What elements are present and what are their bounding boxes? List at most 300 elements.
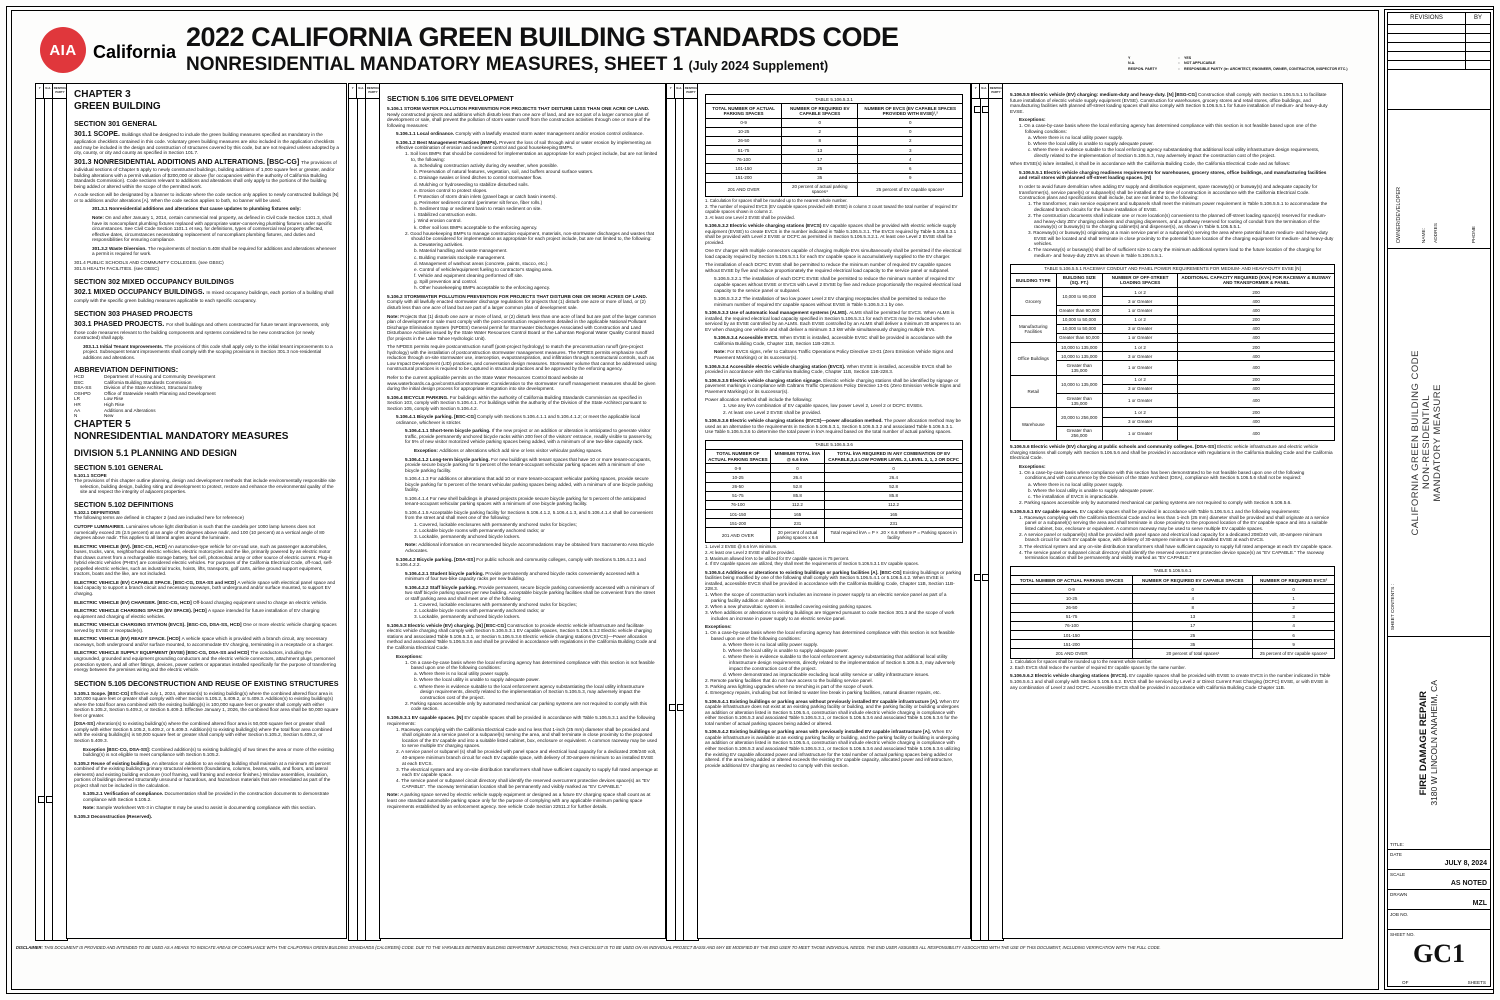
compliance-checkbox[interactable]: [38, 796, 45, 803]
abbreviation-definition: HCD Department of Housing and Community Development: [74, 374, 216, 380]
abbreviation-key: BSC: [74, 379, 84, 385]
code-paragraph: Note: For EVCS signs, refer to Caltrans Traffic Operations Policy Directive 13-01 (Zero Emission Vehicle Signs and Pavement Markings) or its successor(s).: [714, 349, 954, 361]
section-heading: SECTION 5.106 SITE DEVELOPMENT: [387, 94, 514, 103]
code-paragraph: 5.106.5.3.2.2 The installation of two low power Level 2 EV charging receptacles shall be permitted to reduce the minimum number of required EV capable spaces without EVSE in Table 5.106.5.3.1 by one.: [714, 296, 946, 307]
table-cell: 400: [1178, 426, 1335, 440]
code-paragraph: CUTOFF LUMINAIRES. Luminaires whose light distribution is such that the candela per 1000 lamp lumens does not numerically exceed 25 (2.5 percent) at an angle of 90 degrees above nadir, and 100 (10 percent) at a vertical angle of 80 degrees above nadir. This applies to all lateral angles around the luminaire.: [74, 524, 325, 541]
code-paragraph: Power allocation method shall include the following:: [705, 397, 813, 403]
table-header-cell: NUMBER OF EVCS (EV CAPABLE SPACES PROVIDED WITH EVSE)¹,²: [858, 104, 963, 118]
code-paragraph: 5.106.5.6 Electric vehicle (EV) charging at public schools and community colleges. [DSA-SS] Electric vehicle infrastructure and electric vehicle charging stations shall comply with Section 5.106.5.6 and shall be provided in accordance with regulations in the California Building Code and the California Electrical Code.: [1010, 444, 1333, 461]
title-label: TITLE:: [1390, 842, 1404, 847]
list-item: a. Where there is no local utility power supply.: [1028, 135, 1124, 141]
code-paragraph: 5.106.4.1.4 For new shell buildings in phased projects provide secure bicycle parking for 5 percent of the anticipated tenant-occupant vehicular parking spaces with a minimum of one bicycle parking facility.: [405, 495, 646, 507]
list-item: b. Preservation of natural features, vegetation, soil, and buffers around surface waters.: [414, 169, 594, 175]
table-cell: 51-75: [706, 491, 771, 500]
sheet-contents-line: NON-RESIDENTIAL: [1421, 395, 1432, 490]
table-cell: Manufacturing Facilities: [1011, 315, 1057, 343]
list-item: 4. Emergency repairs, including but not limited to water line break in parking facilities, natural disaster repairs, etc.: [705, 690, 941, 696]
section-number-lead: ELECTRIC VEHICLE (EV) CAPABLE SPACE. [BSC-CG, DSA-SS and HCD]: [74, 579, 238, 585]
revision-row: [1388, 25, 1490, 34]
content-column-2: [379, 83, 666, 939]
table-cell: 9: [1253, 640, 1335, 649]
list-item: The provisions of this chapter outline planning, design and development methods that include environmentally responsible site selection, building design, building siting and development to protect, restore and enhance the environmental quality of the site and respect the integrity of adjacent properties.: [74, 478, 336, 495]
date-value: JULY 8, 2024: [1444, 860, 1487, 867]
table-header-cell: BUILDING TYPE: [1011, 273, 1057, 287]
legend-row: RESPON. PARTY : RESPONSIBLE PARTY (ie: ARCHITECT, ENGINEER, OWNER, CONTRACTOR, INSPECTOR ETC.): [1128, 66, 1348, 71]
list-item: 3. The electrical system and any on-site distribution transformers shall have sufficient capacity to supply full rated amperage at each EV capable space.: [1019, 543, 1333, 549]
compliance-checkbox[interactable]: [46, 796, 53, 803]
list-item: 2. The construction documents shall indicate one or more location(s) convenient to the planned off-street loading space(s) reserved for medium- and heavy-duty ZEV charging cabinets and charging dispensers, and a pathway reserved for routing of conduit from the termination of the raceway(s) or busway(s) to the charging cabinet(s) and dispenser(s), as shown in Table 5.106.5.5.1.: [1028, 212, 1327, 230]
list-item: b. Where the local utility is unable to supply adequate power.: [414, 677, 540, 683]
table-cell: 0: [858, 118, 963, 127]
table-cell: 400: [1178, 361, 1335, 375]
table-cell: Greater than 50,000: [1056, 333, 1102, 342]
table-footnote: 4. If EV capable spaces are utilized, they shall meet the requirements of Section 5.106.5.3.1 EV capable spaces.: [705, 561, 920, 567]
section-number-lead: 5.106.5.3.4 Accessible electric vehicle charging station (EVCS).: [705, 363, 847, 369]
table-cell: 76-100: [706, 155, 782, 164]
table-header-cell: ADDITIONAL CAPACITY REQUIRED (KVA) FOR RACEWAY & BUSWAY AND TRANSFORMER & PANEL: [1178, 273, 1335, 287]
strip-header-label: Y: [667, 84, 675, 98]
table-cell: 400: [1178, 352, 1335, 361]
abbreviation-key: AA: [74, 407, 81, 413]
table-cell: 151-200: [706, 173, 782, 182]
code-paragraph: 5.106.4.1.2 Long-term bicycle parking. For new buildings with tenant spaces that have 10 or more tenant-occupants, provide secure bicycle parking for 5 percent of the tenant-occupant vehicular parking spaces with a minimum of one bicycle parking facility.: [405, 456, 651, 473]
list-item: 3. The electrical system and any on-site distribution transformers shall have sufficient capacity to supply full rated amperage at each EV capable space.: [396, 766, 658, 778]
code-paragraph: Note: A parking space served by electric vehicle supply equipment or designed as a future EV charging space shall count as at least one standard automobile parking space only for the purpose of complying with any applicable minimum parking space requirements established by an enforcement agency. See vehicle Code Section 22511.2 for further details.: [387, 792, 651, 809]
code-paragraph: 5.106.1.1 Local ordinance. Comply with a lawfully enacted storm water management and/or erosion control ordinance.: [396, 131, 644, 137]
section-number-lead: Note:: [387, 313, 401, 319]
list-item: 1. When the scope of construction work includes an increase in power supply to an electric service panel as part of a parking facility addition or alteration.: [705, 592, 947, 603]
drawn-label: DRAWN: [1390, 891, 1408, 897]
owner-developer-label: OWNER/DEVELOPER: [1396, 186, 1402, 243]
list-item: 2. A service panel or subpanel (s) shall be provided with panel space and electrical load capacity for a dedicated 208/240 volt, 40-ampere minimum branch circuit for each EV capable space, with delivery of 30-ampere minimum to an installed EVSE at each EVCS.: [396, 749, 657, 766]
table-cell: 25: [1133, 631, 1253, 640]
table-cell: 0: [1133, 585, 1253, 594]
code-table: [1010, 264, 1335, 442]
section-number-lead: 5.106.5.3.3 Use of automatic load management systems (ALMS).: [705, 310, 850, 316]
by-label: BY: [1473, 15, 1482, 21]
table-cell: 400: [1178, 417, 1335, 426]
abbreviation-key: HCD: [74, 374, 85, 380]
table-cell: Greater than 90,000: [1056, 306, 1102, 315]
compliance-strip: [35, 83, 68, 941]
code-paragraph: 5.106.5.3.2.1 The installation of each DCFC EVSE shall be permitted to reduce the minimum number of required EV capable spaces without EVSE or EVCS with Level 2 EVSE by five and reduce proportionally the required electrical load capacity to the service panel or subpanel.: [714, 276, 962, 293]
table-cell: 400: [1178, 384, 1335, 393]
code-paragraph: 5.106.5.3 Electric vehicle (EV) charging. [N] [BSC-CG] Construction to provide electric vehicle infrastructure and facilitate electric vehicle charging shall comply with Section 5.106.5.3.1 EV capable spaces, Section 5.106.5.3.2 Electric vehicle charging stations and associated Table 5.106.5.3.1, or Section 5.106.5.3.6 Electric vehicle charging stations (EVCS)—Power allocation method and associated Table 5.106.5.3.6 and shall be provided in accordance with regulations in the California Building Code and the California Electrical Code.: [387, 622, 657, 650]
code-paragraph: Note: On and after January 1, 2014, certain commercial real property, as defined in Civil Code Section 1101.3, shall have its noncompliant plumbing fixtures replaced with appropriate water-conserving plumbing fixtures under specific circumstances. See Civil Code Section 1101.1 et seq. for definitions, types of commercial real property affected, effective dates, circumstances necessitating replacement of noncompliant plumbing fixtures, and duties and responsibilities for ensuring compliance.: [92, 214, 332, 243]
table-cell: 400: [1178, 394, 1335, 408]
legend-row: N.A. : NOT APPLICABLE: [1128, 61, 1216, 66]
section-number-lead: 301.3.1 Nonresidential additions and alterations that cause updates to plumbing fixtures only:: [92, 206, 301, 212]
sheet-number-block: [1388, 930, 1490, 986]
code-paragraph: 5.106.5.4.1 Existing buildings or parking areas without previously installed EV capable infrastructure [A]. When EV capable infrastructure does not exist at an existing parking facility or building, and the parking facility or building undergoes an addition or alteration listed in Section 5.106.5.4, construction shall include electric vehicle charging in compliance with either Section 5.106.5.3 and associated Table 5.106.5.3.1, or Section 5.106.5.3.6 and associated Table 5.106.5.3.6 for the total number of actual parking spaces being added or altered.: [705, 698, 960, 726]
strip-header-label: RESPON. PARTY: [366, 86, 380, 94]
code-paragraph: 302.1 MIXED OCCUPANCY BUILDINGS. In mixed occupancy buildings, each portion of a building shall comply with the specific green building measures applicable to each specific occupancy.: [74, 289, 334, 303]
list-item: a. Scheduling construction activity during dry weather, when possible.: [414, 163, 559, 169]
section-heading: SECTION 302 MIXED OCCUPANCY BUILDINGS: [74, 277, 234, 287]
list-item: 2. When a new photovoltaic system is installed covering existing parking spaces.: [705, 604, 873, 610]
code-paragraph: 5.106.4.2.2 Staff bicycle parking. Provide permanent, secure bicycle parking conveniently accessed with a minimum of two staff bicycle parking spaces per new building. Acceptable bicycle parking facilities shall be convenient from the street or staff parking area and shall meet one of the following:: [405, 584, 656, 601]
table-cell: 2: [858, 136, 963, 145]
table-cell: 3 or Greater: [1102, 352, 1177, 361]
address-label: ADDRES: [1434, 223, 1439, 243]
table-cell: 10-25: [1011, 594, 1133, 603]
compliance-checkbox[interactable]: [974, 574, 981, 581]
section-number-lead: Exceptions:: [1019, 117, 1046, 123]
list-item: d. Management of washout areas (concrete, paints, stucco, etc.): [414, 260, 548, 266]
section-number-lead: 5.106.5.6.2 Electric vehicle charging stations (EVCS).: [1010, 673, 1130, 679]
list-item: 1. On a case-by-case basis where the local enforcing agency has determined compliance with this section is not feasible based upon one of the following conditions:: [1019, 123, 1317, 134]
code-paragraph: Note: Sample Worksheet WS-3 in Chapter 8 may be used to assist in documenting compliance with this section.: [83, 805, 317, 811]
table-cell: 165: [825, 510, 963, 519]
list-item: 1. Covered, lockable enclosures with permanently anchored racks for bicycles;: [414, 521, 577, 527]
code-paragraph: The installation of each DCFC EVSE shall be permitted to reduce the minimum number of required EV capable spaces without EVSE by five and reduce proportionately the required electrical load capacity to the service panel or subpanel.: [705, 262, 951, 273]
list-item: 301.5 HEALTH FACILITIES. (see GBSC): [74, 265, 160, 271]
abbreviation-definition: AA Additions and Alterations: [74, 407, 156, 413]
chapter-heading: GREEN BUILDING: [74, 101, 161, 112]
section-number-lead: 5.106.5.3.4 Accessible EVCS.: [714, 335, 780, 341]
table-cell: Warehouse: [1011, 408, 1057, 441]
table-header-cell: TOTAL NUMBER OF ACTUAL PARKING SPACES: [706, 104, 782, 118]
table-cell: 3 or Greater: [1102, 417, 1177, 426]
table-cell: 200: [1178, 343, 1335, 352]
table-cell: 0: [1253, 585, 1335, 594]
section-number-lead: 5.106.4.1 Bicycle parking. [BSC-CG]: [396, 414, 478, 420]
table-title: TABLE 5.106.5.3.1: [706, 95, 963, 104]
sheet-title: 2022 CALIFORNIA GREEN BUILDING STANDARDS CODE: [186, 22, 899, 52]
section-number-lead: Note:: [83, 805, 97, 811]
section-number-lead: 5.106.4 BICYCLE PARKING.: [387, 394, 450, 400]
code-paragraph: [705, 624, 963, 630]
table-header-cell: TOTAL NUMBER OF ACTUAL PARKING SPACES: [1011, 576, 1133, 585]
section-number-lead: 5.106.4.2.2 Staff bicycle parking.: [405, 584, 479, 590]
table-cell: 10-25: [706, 473, 771, 482]
section-number-lead: 303.1.1 Initial Tenant Improvements.: [83, 343, 165, 349]
list-item: g. Spill prevention and control.: [414, 279, 478, 285]
section-number-lead: Exception [BSC-CG, DSA-SS]:: [83, 746, 152, 752]
subsection-heading: 5.102.1 DEFINITIONS: [74, 509, 120, 515]
code-paragraph: 5.106.5.6.2 Electric vehicle charging stations (EVCS). EV capable spaces shall be provided with EVSE to create EVCS in the number indicated in Table 5.106.5.6.1 and shall comply with Section 5.106.5.6.2. EVCS shall be serviced by Level 2 or Direct Current Fast Charging (DCFC) EVSE, or with EVSE in any combination of Level 2 and DCFC. Accessible EVCS shall be provided in accordance with California Building Code Chapter 11B.: [1010, 673, 1331, 690]
table-cell: 2: [1253, 603, 1335, 612]
list-item: 3. When additions or alterations to existing buildings are triggered pursuant to code Section 301.3 and the scope of work includes an increase in power supply to an electric service panel.: [705, 610, 955, 621]
table-cell: 13: [1133, 612, 1253, 621]
code-paragraph: [1019, 464, 1335, 470]
revision-row: [1388, 34, 1490, 43]
sheet-contents-line: MANDATORY MEASURE: [1432, 383, 1443, 502]
section-number-lead: 5.106.4.2.1 Student bicycle parking.: [405, 570, 486, 576]
table-cell: 1 or 2: [1102, 288, 1177, 297]
table-cell: 26-50: [1011, 603, 1133, 612]
table-cell: Grocery: [1011, 288, 1057, 316]
list-item: 3. Raceway(s) or busway(s) originating at a main service panel or a subpanel(s) serving the area where potential future medium- and heavy-duty EVSE will be located and shall terminate in close proximity to the potential future location of the charging equipment for medium- and heavy-duty vehicles.: [1028, 230, 1334, 247]
scale-row: [1388, 870, 1490, 890]
table-cell: 20 percent of total spaces¹: [1133, 649, 1253, 658]
list-item: 1. Use any kVA combination of EV capable spaces, low power Level 2, Level 2 or DCFC EVSEs.: [723, 403, 924, 409]
compliance-strip: [348, 83, 381, 941]
section-number-lead: ELECTRIC VEHICLE CHARGING SPACE (EV SPACE). [HCD]: [74, 608, 208, 614]
job-row: [1388, 910, 1490, 930]
table-cell: 0: [858, 127, 963, 136]
table-title: TABLE 5.106.5.3.6: [706, 440, 963, 449]
list-item: 3. Parking area lighting upgrades where no trenching is part of the scope of work.: [705, 683, 874, 689]
table-cell: 1 or 2: [1102, 408, 1177, 417]
code-paragraph: A code section will be designated by a banner to indicate where the code section only applies to newly constructed buildings [N] or to additions and/or alterations [A]. When the code section applies to both, no banner will be used.: [74, 192, 339, 203]
table-cell: 400: [1178, 297, 1335, 306]
code-paragraph: 5.105.2 Reuse of existing building. An alteration or addition to an existing building shall maintain at a minimum 45 percent combined of the existing building's primary structural elements (foundations, columns, beams, walls, and floors, and lateral elements) and existing building enclosure (roof framing, wall framing and exterior finishes.) Window assemblies, insulation, portions of buildings deemed structurally unsound or hazardous, and hazardous materials that are remediated as part of the project shall not be included in the calculation.: [74, 760, 331, 788]
code-paragraph: 5.106.5.3.6 Electric vehicle charging stations (EVCS)—power allocation method. The power allocation method may be used as an alternative to the requirements in Section 5.106.5.3.1, Section 5.106.5.3.2 and associated Table 5.106.5.3.1. Use Table 5.106.5.3.6 to determine the total power in kVA required based on the total number of actual parking spaces.: [705, 418, 961, 435]
section-number-lead: ELECTRIC VEHICLE CHARGING STATION (EVCS). [BSC-CG, DSA-SS, HCD]: [74, 622, 243, 628]
section-number-lead: [DSA-SS]: [74, 721, 97, 727]
section-number-lead: 5.106.5.3.6 Electric vehicle charging stations (EVCS)—power allocation method.: [705, 418, 884, 424]
section-number-lead: 5.106.5.4 Additions or alterations to existing buildings or parking facilities [A]. [BSC-CG]: [705, 569, 903, 575]
code-paragraph: 5.106.4.2.1 Student bicycle parking. Provide permanently anchored bicycle racks conveniently accessed with a minimum of four two-bike capacity racks per new building.: [405, 570, 640, 582]
code-paragraph: [1019, 170, 1335, 181]
code-paragraph: 5.105.1 Scope. [BSC-CG] Effective July 1, 2024, alteration(s) to existing building(s) where the combined altered floor area is 100,000 square feet or greater shall comply with either Section 5.105.2, 5.409.2, or 5.409.3. Addition(s) to existing building(s) where the total floor area combined with the existing building(s) is 100,000 square feet or greater shall comply with either Section 5.105.2, Section 5.409.2, or Section 5.409.3. Effective January 1, 2026, the combined floor area shall be 50,000 square feet or greater.: [74, 690, 339, 718]
table-cell: Total required kVA = P × .20 × 6.6 Where P = Parking spaces in facility: [825, 528, 963, 542]
sheet-number: GC1: [1413, 939, 1465, 968]
table-header-cell: TOTAL NUMBER OF ACTUAL PARKING SPACES: [706, 449, 771, 463]
code-paragraph: 5.106.4.2 Bicycle parking. [DSA-SS] For public schools and community colleges, comply with Sections 5.106.4.2.1 and 5.106.4.2.2.: [396, 556, 646, 568]
table-cell: 3: [1253, 612, 1335, 621]
list-item: 4. The service panel or subpanel circuit directory shall identify the reserved overcurrent protective devices space(s) as "EV CAPABLE". The raceway termination location shall be permanently and visibly marked as "EV CAPABLE.": [396, 778, 650, 789]
list-item: 1. On a case-by-case basis where the local enforcing agency has determined compliance with this section is not feasible based upon one of the following conditions:: [705, 630, 955, 642]
abbreviation-key: DSA-SS: [74, 385, 92, 391]
table-cell: 201 AND OVER: [706, 182, 782, 196]
table-cell: 0: [782, 118, 858, 127]
abbreviation-definition: OSHPD Office of Statewide Health Planning and Development: [74, 390, 216, 396]
strip-header-label: Y: [36, 84, 44, 98]
table-cell: 0-9: [1011, 585, 1133, 594]
table-cell: 13: [782, 146, 858, 155]
table-cell: 8: [782, 136, 858, 145]
section-number-lead: ELECTRIC VEHICLE SUPPLY EQUIPMENT (EVSE) [BSC-CG, DSA-SS and HCD]: [74, 650, 251, 656]
table-cell: 26.4: [770, 473, 824, 482]
section-number-lead: 5.106.5.3.1 EV capable spaces. [N]: [387, 714, 465, 720]
table-cell: 151-200: [706, 519, 771, 528]
section-number-lead: 5.106.5.6 Electric vehicle (EV) charging at public schools and community colleges. [DSA-SS]: [1010, 444, 1218, 450]
list-item: The following terms are defined in Chapter 2 (and are included here for reference): [74, 515, 244, 521]
strip-header-label: N.A.: [675, 84, 683, 98]
table-header-cell: TOTAL kVA REQUIRED IN ANY COMBINATION OF EV CAPABLE,3,4 LOW POWER LEVEL 2, LEVEL 2, 1, 2 OR DCFC: [825, 449, 963, 463]
table-cell: 51-75: [706, 146, 782, 155]
section-number-lead: ELECTRIC VEHICLE (EV) CHARGER. [BSC-CG, HCD]: [74, 599, 194, 605]
code-paragraph: 301.3.2 Waste Diversion. The requirements of Section 5.408 shall be required for additions and alterations whenever a permit is required for work.: [92, 245, 337, 257]
sheet-no-label: SHEET NO.: [1390, 931, 1415, 937]
table-cell: 0: [770, 464, 824, 473]
section-heading: SECTION 303 PHASED PROJECTS: [74, 309, 193, 319]
table-cell: Greater than 135,000: [1056, 361, 1102, 375]
code-paragraph: ELECTRIC VEHICLE CHARGING SPACE (EV SPACE). [HCD] A space intended for future installation of EV charging equipment and charging of electric vehicles.: [74, 608, 320, 619]
list-item: 2. Parking spaces accessible only by automated mechanical car parking systems are not required to comply with Section 5.106.5.6.: [1019, 500, 1292, 506]
list-item: c. Where there is evidence suitable to the local enforcement agency substantiating the local utility infrastructure design requirements, directly related to the implementation of Section 5.106.5.3, may adversely impact the construction cost of the project.: [414, 683, 645, 700]
section-number-lead: 5.106.4.2 Bicycle parking. [DSA-SS]: [396, 556, 477, 562]
code-paragraph: Note: Projects that (1) disturb one acre or more of land, or (2) disturb less than one acre of land but are part of the larger common plan of development or sale must comply with the post-construction requirements detailed in the applicable National Pollutant Discharge Elimination System (NPDES) General permit for Stormwater Discharges Associated with Construction and Land Disturbance Activities issued by the State Water Resources Control Board or the Lahontan Regional Water Quality Control Board (for projects in the Lake Tahoe Hydrologic Unit).: [387, 313, 657, 341]
list-item: 2. Lockable bicycle rooms with permanently anchored racks; or: [414, 527, 545, 533]
section-number-lead: 5.106.2 STORMWATER POLLUTION PREVENTION FOR PROJECTS THAT DISTURB ONE OR MORE ACRES OF LAND.: [387, 293, 648, 299]
table-cell: 201 AND OVER: [1011, 649, 1133, 658]
job-label: JOB NO.: [1390, 911, 1409, 917]
section-number-lead: Note:: [387, 792, 401, 798]
table-cell: 20,000 to 256,000: [1056, 408, 1102, 426]
content-column-1: [66, 83, 347, 939]
list-item: 1. Covered, lockable enclosures with permanently anchored racks for bicycles;: [414, 601, 577, 607]
compliance-checkbox[interactable]: [982, 106, 989, 113]
table-cell: 52.8: [770, 482, 824, 491]
abbreviation-definition: LR Low Rise: [74, 396, 124, 402]
list-item: a. Where there is no local utility power supply.: [723, 642, 819, 648]
revisions-label: REVISIONS: [1388, 13, 1466, 24]
compliance-checkbox[interactable]: [677, 704, 684, 711]
section-number-lead: 5.106.1.1 Local ordinance.: [396, 131, 456, 137]
table-cell: 26.4: [825, 473, 963, 482]
of-label: OF: [1402, 980, 1409, 985]
disclaimer-text: THIS DOCUMENT IS PROVIDED AND INTENDED TO BE USED AS A MEANS TO INDICATE AREAS OF COMPLIANCE WITH THE CALIFORNIA GREEN BUILDING STANDARDS (CALGREEN) CODE. DUE TO THE VARIABLES BETWEEN BUILDING DEPARTMENT JURISDICTIONS, THIS CHECKLIST IS TO BE USED ON AN INDIVIDUAL PROJECT BASIS AND MAY BE MODIFIED BY THE END USER TO MEET THOSE INDIVIDUAL NEEDS. THE END USER ASSUMES ALL RESPONSIBILITY ASSOCIATED WITH THE USE OF THIS DOCUMENT, INCLUDING VERIFICATION WITH THE FULL CODE.: [43, 945, 1161, 950]
list-item: 2. At least one Level 2 EVSE shall be provided.: [723, 409, 821, 415]
sheets-label: SHEETS: [1467, 980, 1486, 985]
section-number-lead: 5.106.5.4.2 Existing buildings or parking areas with previously installed EV capable infrastructure [A].: [705, 729, 933, 735]
table-cell: 10,000 to 135,000: [1056, 343, 1102, 352]
sheet-subtitle: NONRESIDENTIAL MANDATORY MEASURES, SHEET 1 (July 2024 Supplement): [186, 54, 829, 75]
section-number-lead: Note:: [714, 349, 728, 355]
list-item: 4. The service panel or subpanel circuit directory shall identify the reserved overcurrent protective device space(s) as "EV CAPABLE." The raceway termination location shall be permanently and visibly marked as "EV CAPABLE.": [1019, 549, 1325, 561]
table-cell: 3 or Greater: [1102, 324, 1177, 333]
list-item: 2. Parking spaces accessible only by automated mechanical car parking systems are not required to comply with this code section.: [405, 700, 648, 712]
strip-header-label: N.A.: [980, 84, 988, 98]
table-footnote: 2. At least one Level 2 EVSE shall be provided.: [705, 549, 795, 555]
list-item: j. Wind erosion control.: [414, 218, 462, 224]
list-item: a. Where there is no local utility power supply.: [1028, 481, 1124, 487]
table-cell: 25 percent of EV capable spaces⁴: [858, 182, 963, 196]
code-table: [705, 94, 963, 220]
table-cell: 1 or 2: [1102, 375, 1177, 384]
sheet-contents-block: [1388, 249, 1490, 637]
compliance-checkbox[interactable]: [669, 704, 676, 711]
table-footnote: 2. The number of required EVCS (EV capable spaces provided with EVSE) in column 3 count toward the total number of required EV capable spaces shown in column 2.: [705, 203, 958, 214]
list-item: b. Where the local utility is unable to supply adequate power.: [1028, 141, 1154, 147]
list-item: d. Mulching or hydroseeding to stabilize disturbed soils.: [414, 181, 529, 187]
table-cell: 0-9: [706, 464, 771, 473]
section-heading: SECTION 5.102 DEFINITIONS: [74, 499, 174, 509]
section-number-lead: 301.1 SCOPE.: [74, 131, 122, 138]
section-number-lead: 5.106.5.6.1 EV capable spaces.: [1010, 508, 1080, 514]
code-table: [1010, 566, 1335, 671]
code-paragraph: Note: Additional information on recommended bicycle accommodations may be obtained from Sacramento Area Bicycle Advocates.: [405, 542, 654, 553]
abbreviation-definition: DSA-SS Division of the State Architect, Structural Safety: [74, 385, 203, 391]
division-heading: DIVISION 5.1 PLANNING AND DESIGN: [74, 447, 237, 458]
compliance-checkbox[interactable]: [982, 574, 989, 581]
compliance-checkbox[interactable]: [974, 106, 981, 113]
table-cell: 85.8: [825, 491, 963, 500]
code-paragraph: 5.106.5.4 Additions or alterations to existing buildings or parking facilities [A]. [BSC-CG] Existing buildings or parking facilities being modified by one of the following shall comply with Section 5.106.5.4.1 or 5.106.5.4.2. When EVSE is installed, accessible EVCS shall be provided in accordance with the California Building Code, Chapter 11B, Section 11B-228.3.: [705, 569, 962, 592]
code-paragraph: One EV charger with multiple connectors capable of charging multiple EVs simultaneously shall be permitted if the electrical load capacity required by Section 5.106.5.3.1 for each EV capable space is accumulatively supplied to the EV charger.: [705, 248, 962, 259]
table-cell: 4: [1133, 594, 1253, 603]
table-cell: 85.8: [770, 491, 824, 500]
code-paragraph: ELECTRIC VEHICLE (EV). [BSC-CG, HCD] An automotive-type vehicle for on-road use, such as passenger automobiles, buses, trucks, vans, neighborhood electric vehicles, electric motorcycles and the like, primarily powered by an electric motor that draws current from a rechargeable storage battery, fuel cell, photovoltaic array or other source of electric current. Plug-in hybrid electric vehicles (PHEV) are considered electric vehicles. For purposes of the California Electrical Code, off-road, self-propelled electric vehicles, such as industrial trucks, hoists, lifts, transports, golf carts, airline ground support equipment, tractors, boats and the like, are not included.: [74, 543, 333, 577]
list-item: e. Erosion control to protect slopes.: [414, 187, 488, 193]
revision-row: [1388, 52, 1490, 61]
table-cell: 10-25: [706, 127, 782, 136]
section-heading: ABBREVIATION DEFINITIONS:: [74, 365, 179, 375]
table-cell: 1 or 2: [1102, 343, 1177, 352]
list-item: 1. Raceways complying with the California Electrical Code and no less than 1-inch (25 mm) diameter shall be provided and shall originate at a service panel or a subpanel(s) serving the area and shall terminate in close proximity to the proposed location of the EV capable space and into a suitable listed cabinet, box, enclosure or equivalent. A common raceway may be used to serve multiple EV capable spaces.: [1019, 514, 1330, 531]
table-cell: 400: [1178, 333, 1335, 342]
section-number-lead: ELECTRIC VEHICLE (EV) READY SPACE. [HCD]: [74, 636, 182, 642]
table-header-cell: NUMBER OF REQUIRED EV CAPABLE SPACES: [1133, 576, 1253, 585]
section-number-lead: Exceptions:: [396, 653, 423, 659]
table-header-cell: NUMBER OF REQUIRED EVCS²: [1253, 576, 1335, 585]
table-cell: Retail: [1011, 375, 1057, 408]
table-cell: 4: [858, 155, 963, 164]
table-cell: 1 or Greater: [1102, 361, 1177, 375]
table-cell: 10,000 to 135,000: [1056, 375, 1102, 393]
table-cell: 231: [825, 519, 963, 528]
sheet-contents-label: SHEET CONTENTS :: [1391, 583, 1396, 630]
table-cell: 26-50: [706, 482, 771, 491]
phone-label: PHONE: [1472, 225, 1477, 243]
code-paragraph: 5.106.5.4.2 Existing buildings or parking areas with previously installed EV capable infrastructure [A]. When EV capable infrastructure is available at an existing parking facility or building, and the parking facility or building is undergoing an addition or alteration listed in Section 5.106.5.4, construction shall include electric vehicle charging in compliance with either Section 5.106.5.3 and associated Table 5.106.5.3.1, or Section 5.106.5.3.6 and associated Table 5.106.5.3.6 utilizing the existing EV capable allocated power and infrastructure for the total number of actual parking spaces being added or altered. If the area being added or altered exceeds the existing EV capable capacity, allocated power and infrastructure, provide additional EV charging as needed to comply with this section.: [705, 729, 960, 768]
code-paragraph: 303.1.1 Initial Tenant Improvements. The provisions of this code shall apply only to the initial tenant improvements to a project. Subsequent tenant improvements shall comply with the scoping provisions in Section 301.3 non-residential additions and alterations.: [83, 343, 333, 360]
table-footnote: 3. At least one Level 2 EVSE shall be provided.: [705, 214, 795, 220]
table-cell: 1 or Greater: [1102, 426, 1177, 440]
code-paragraph: ELECTRIC VEHICLE SUPPLY EQUIPMENT (EVSE) [BSC-CG, DSA-SS and HCD] The conductors, including the ungrounded, grounded and equipment grounding conductors and the electric vehicle connectors, attachment plugs, personnel protection system, and all other fittings, devices, power outlets or apparatus installed specifically for the purpose of transferring energy between the premises wiring and the electric vehicle.: [74, 650, 337, 673]
section-number-lead: 5.106.4.1.1 Short-term bicycle parking.: [405, 428, 492, 434]
table-cell: 112.2: [825, 500, 963, 509]
drawn-row: [1388, 890, 1490, 910]
chapter-heading: CHAPTER 5: [74, 418, 131, 430]
table-cell: 1 or 2: [1102, 315, 1177, 324]
section-number-lead: Note:: [92, 214, 106, 220]
table-cell: 25: [782, 164, 858, 173]
list-item: 1. Soil loss BMPs that should be considered for implementation as appropriate for each project include, but are not limited to, the following:: [405, 151, 658, 162]
list-item: 1. The transformer, main service equipment and subpanels shall meet the minimum power requirement in Table 5.106.5.5.1 to accommodate the dedicated branch circuits for the future installation of EVSE.: [1028, 201, 1328, 212]
code-paragraph: [396, 654, 658, 660]
code-paragraph: ELECTRIC VEHICLE (EV) READY SPACE. [HCD] A vehicle space which is provided with a branch circuit, any necessary raceways, both underground and/or surface mounted, to accommodate EV charging, terminating in a receptacle or a charger.: [74, 636, 334, 647]
section-number-lead: Exception:: [414, 448, 440, 453]
table-cell: 165: [770, 510, 824, 519]
section-heading: SECTION 301 GENERAL: [74, 119, 158, 128]
code-table: [705, 440, 963, 567]
code-paragraph: 303.1 PHASED PROJECTS. For shell buildings and others constructed for future tenant improvements, only those code measures relevant to the building components and systems considered to be new construction (or newly constructed) shall apply.: [74, 321, 330, 341]
section-number-lead: 301.3 NONRESIDENTIAL ADDITIONS AND ALTERATIONS. [BSC-CG]: [74, 158, 302, 166]
code-paragraph: 5.106.2 STORMWATER POLLUTION PREVENTION FOR PROJECTS THAT DISTURB ONE OR MORE ACRES OF LAND. Comply with all lawfully enacted stormwater discharge regulations for projects that (1) disturb one acre or more of land, or (2) disturb less than one acre of land but are part of a larger common plan of development sale.: [387, 293, 648, 310]
strip-header-label: Y: [972, 84, 980, 98]
table-cell: 52.8: [825, 482, 963, 491]
date-row: [1388, 850, 1490, 870]
abbreviation-definition: N New: [74, 413, 114, 419]
strip-header-label: N.A.: [357, 84, 365, 98]
chapter-heading: CHAPTER 3: [74, 89, 131, 100]
table-cell: 101-150: [1011, 631, 1133, 640]
code-paragraph: ELECTRIC VEHICLE CHARGING STATION (EVCS). [BSC-CG, DSA-SS, HCD] One or more electric vehicle charging spaces served by EVSE or receptacle(s).: [74, 622, 337, 633]
table-cell: 10,000 to 90,000: [1056, 288, 1102, 306]
list-item: h. Other housekeeping BMPs acceptable to the enforcing agency.: [414, 285, 551, 291]
table-cell: 1 or Greater: [1102, 306, 1177, 315]
disclaimer: [16, 946, 1374, 951]
code-paragraph: Refer to the current applicable permits on the State Water Resources Control Board website at www.waterboards.ca.gov/constructionstormwater. Consideration to the stormwater runoff management measures should be given during the initial design process for appropriate integration into site development.: [387, 374, 656, 392]
code-paragraph: 301.3 NONRESIDENTIAL ADDITIONS AND ALTERATIONS. [BSC-CG] The provisions of individual sections of Chapter 5 apply to newly constructed buildings, building additions of 1,000 square feet or greater, and/or building alterations with a permit valuation of $200,000 or above (for occupancies within the authority of California Building Standards Commission). Code sections relevant to additions and alterations shall only apply to the portions of the building being added or altered within the scope of the permitted work.: [74, 158, 337, 189]
compliance-strip: [971, 83, 1004, 941]
table-header-cell: NUMBER OF OFF-STREET LOADING SPACES: [1102, 273, 1177, 287]
code-paragraph: 5.106.1 STORM WATER POLLUTION PREVENTION FOR PROJECTS THAT DISTURB LESS THAN ONE ACRE OF LAND. Newly constructed projects and additions which disturb less than one acre of land, and are not part of a larger common plan of development or sale, shall prevent the pollution of storm water runoff from the construction activities through one or more of the following measures:: [387, 106, 651, 128]
code-paragraph: When EVSE(s) is/are installed, it shall be in accordance with the California Building Code, the California Electrical Code and as follows:: [1010, 161, 1291, 167]
table-cell: 4: [1253, 621, 1335, 630]
table-header-cell: MINIMUM TOTAL kVA @ 6.6 kVA: [770, 449, 824, 463]
table-cell: 0: [825, 464, 963, 473]
table-footnote: 1. Calculation for spaces shall be rounded up to the nearest whole number.: [1010, 659, 1153, 665]
section-number-lead: 5.106.1 STORM WATER POLLUTION PREVENTION FOR PROJECTS THAT DISTURB LESS THAN ONE ACRE OF LAND.: [387, 106, 650, 111]
abbreviation-key: OSHPD: [74, 390, 91, 396]
table-title: TABLE 5.106.5.6.1: [1011, 566, 1335, 575]
